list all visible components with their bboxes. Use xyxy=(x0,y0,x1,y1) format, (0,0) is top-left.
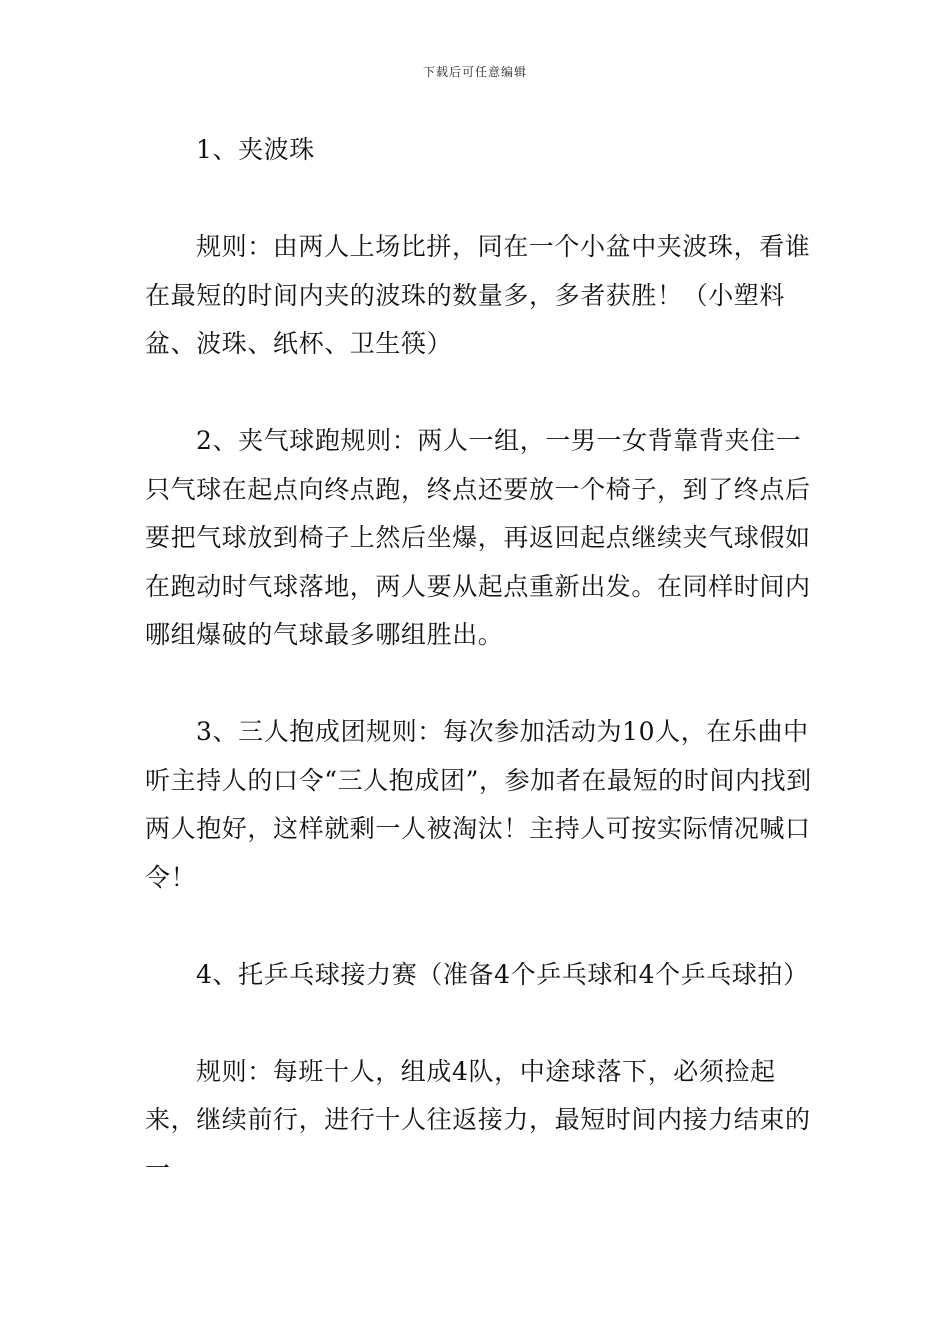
paragraph-spacer xyxy=(145,369,815,418)
rule-paragraph-4: 规则：每班十人，组成4队，中途球落下，必须捡起来，继续前行，进行十人往返接力，最短时间内接力结束的一 xyxy=(145,1056,811,1183)
paragraph-spacer xyxy=(145,175,815,224)
page-header: 下载后可任意编辑 xyxy=(422,65,527,79)
document-body xyxy=(145,126,815,1193)
paragraph-spacer xyxy=(145,999,815,1048)
paragraph-spacer xyxy=(145,902,815,951)
rule-paragraph-3: 3、三人抱成团规则：每次参加活动为10人，在乐曲中听主持人的口令“三人抱成团”，参加者在最短的时间内找到两人抱好，这样就剩一人被淘汰！主持人可按实际情况喊口令！ xyxy=(145,717,812,892)
paragraph-spacer xyxy=(145,660,815,709)
heading-item-4: 4、托乒乓球接力赛（准备4个乒乓球和4个乒乓球拍） xyxy=(196,959,809,989)
heading-item-1: 1、夹波珠 xyxy=(196,135,315,164)
rule-paragraph-1: 规则：由两人上场比拼，同在一个小盆中夹波珠，看谁在最短的时间内夹的波珠的数量多，多者获胜！（小塑料盆、波珠、纸杯、卫生筷） xyxy=(145,232,811,358)
rule-paragraph-2: 2、夹气球跑规则：两人一组，一男一女背靠背夹住一只气球在起点向终点跑，终点还要放一个椅子，到了终点后要把气球放到椅子上然后坐爆，再返回起点继续夹气球假如在跑动时气球落地，两人要从起点重新出发。在同样时间内哪组爆破的气球最多哪组胜出。 xyxy=(145,426,811,649)
